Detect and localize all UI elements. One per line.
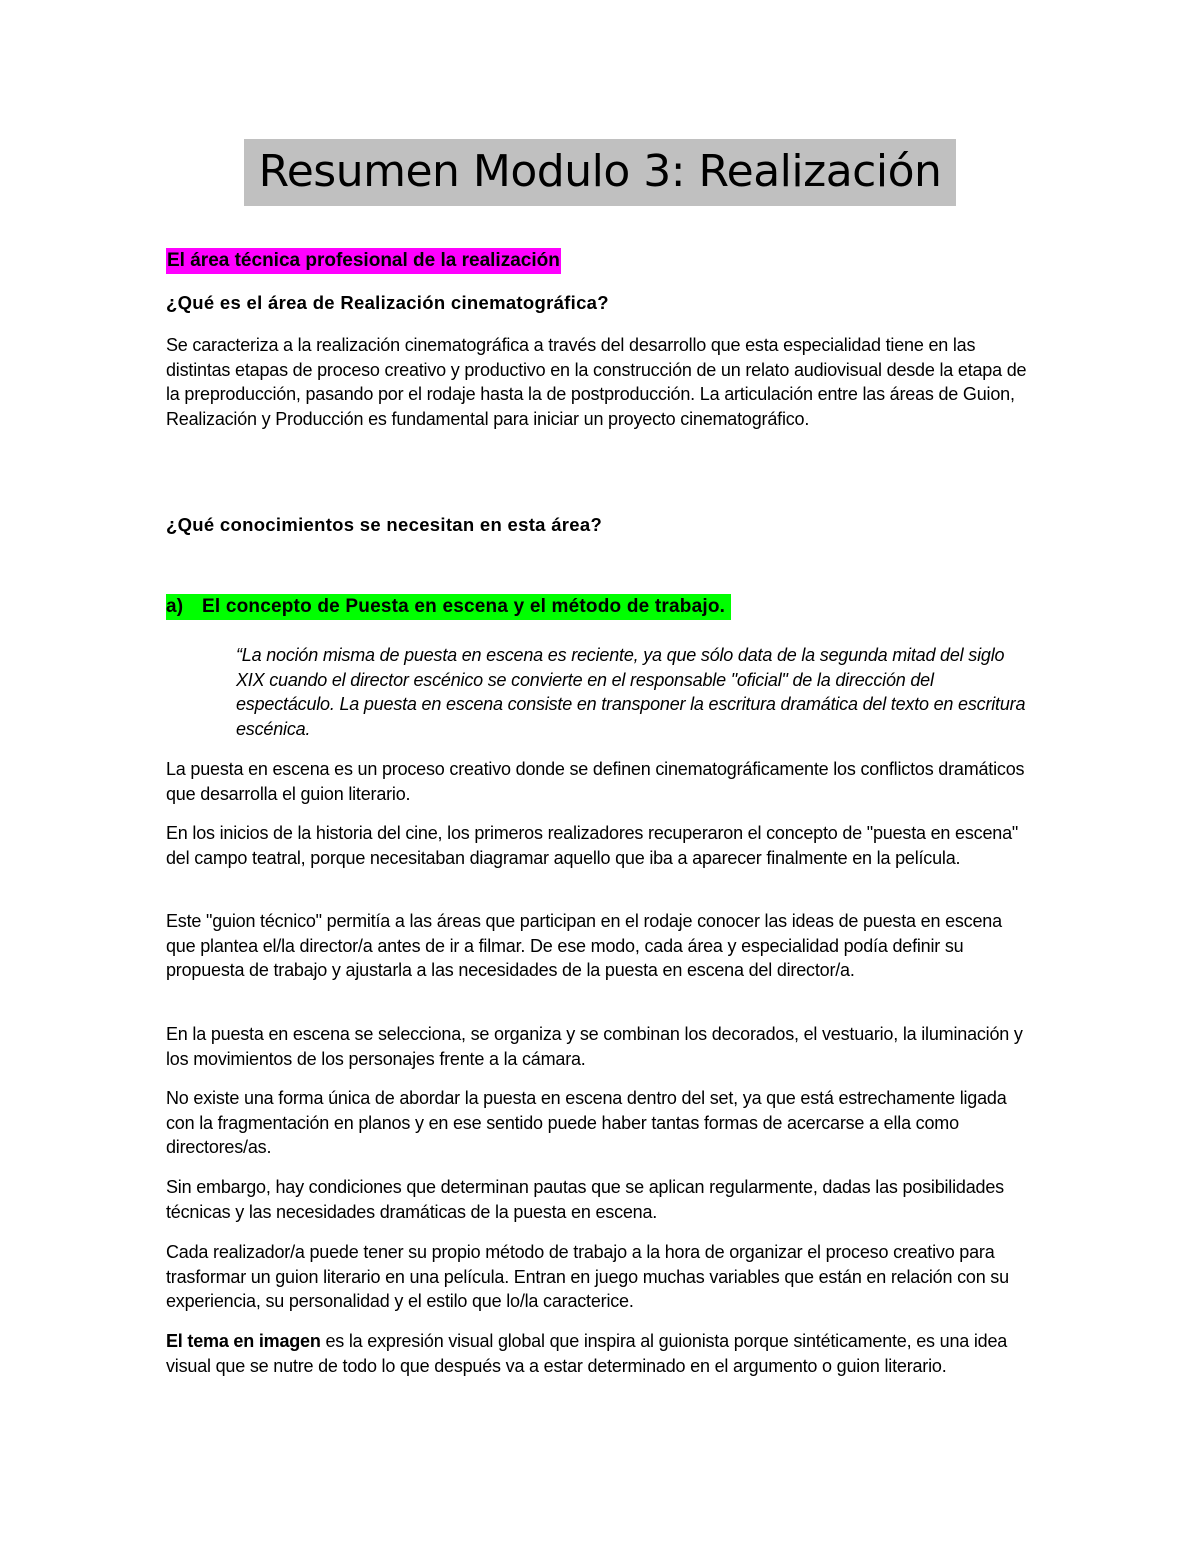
paragraph: Sin embargo, hay condiciones que determinan pautas que se aplican regularmente, dadas las posibilidades técnicas y las necesidades dramáticas de la puesta en escena. <box>166 1177 1004 1222</box>
paragraph: En la puesta en escena se selecciona, se organiza y se combinan los decorados, el vestuario, la iluminación y los movimientos de los personajes frente a la cámara. <box>166 1024 1023 1069</box>
paragraph: No existe una forma única de abordar la puesta en escena dentro del set, ya que está estrechamente ligada con la fragmentación en planos y en ese sentido puede haber tantas formas de acercarse a ella como directores/as. <box>166 1088 1007 1158</box>
list-marker: a) <box>166 596 184 617</box>
question-heading-2: ¿Qué conocimientos se necesitan en esta área? <box>166 514 603 535</box>
title-box <box>244 139 956 206</box>
document-title: Resumen Modulo 3: Realización <box>258 146 942 197</box>
bold-term: El tema en imagen <box>166 1331 321 1351</box>
subsection-label: El concepto de Puesta en escena y el método de trabajo. <box>202 596 726 617</box>
paragraph-intro: Se caracteriza a la realización cinematográfica a través del desarrollo que esta especialidad tiene en las distintas etapas de proceso creativo y productivo en la construcción de un relato audiovisual desde la etapa de la preproducción, pasando por el rodaje hasta la de postproducción. La articulación entre las áreas de Guion, Realización y Producción es fundamental para iniciar un proyecto cinematográfico. <box>166 335 1027 429</box>
paragraph: La puesta en escena es un proceso creativo donde se definen cinematográficamente los conflictos dramáticos que desarrolla el guion literario. <box>166 759 1025 804</box>
paragraph: Este "guion técnico" permitía a las áreas que participan en el rodaje conocer las ideas de puesta en escena que plantea el/la director/a antes de ir a filmar. De ese modo, cada área y especialidad podía definir su propuesta de trabajo y ajustarla a las necesidades de la puesta en escena del director/a. <box>166 911 1002 981</box>
section-heading: El área técnica profesional de la realización <box>166 248 561 274</box>
paragraph-text: es la expresión visual global que inspira al guionista porque sintéticamente, es una idea visual que se nutre de todo lo que después va a estar determinado en el argumento o guion literario. <box>166 1331 1008 1376</box>
paragraph-tema-en-imagen <box>166 1329 1036 1378</box>
paragraph: En los inicios de la historia del cine, los primeros realizadores recuperaron el concepto de "puesta en escena" del campo teatral, porque necesitaban diagramar aquello que iba a aparecer finalmente en la película. <box>166 823 1019 868</box>
question-heading-1: ¿Qué es el área de Realización cinematográfica? <box>166 292 609 313</box>
block-quote: “La noción misma de puesta en escena es reciente, ya que sólo data de la segunda mitad del siglo XIX cuando el director escénico se convierte en el responsable "oficial" de la dirección del espectáculo. La puesta en escena consiste en transponer la escritura dramática del texto en escritura escénica. <box>236 645 1026 739</box>
paragraph: Cada realizador/a puede tener su propio método de trabajo a la hora de organizar el proceso creativo para trasformar un guion literario en una película. Entran en juego muchas variables que están en relación con su experiencia, su personalidad y el estilo que lo/la caracterice. <box>166 1242 1009 1312</box>
subsection-heading-a <box>166 594 731 620</box>
